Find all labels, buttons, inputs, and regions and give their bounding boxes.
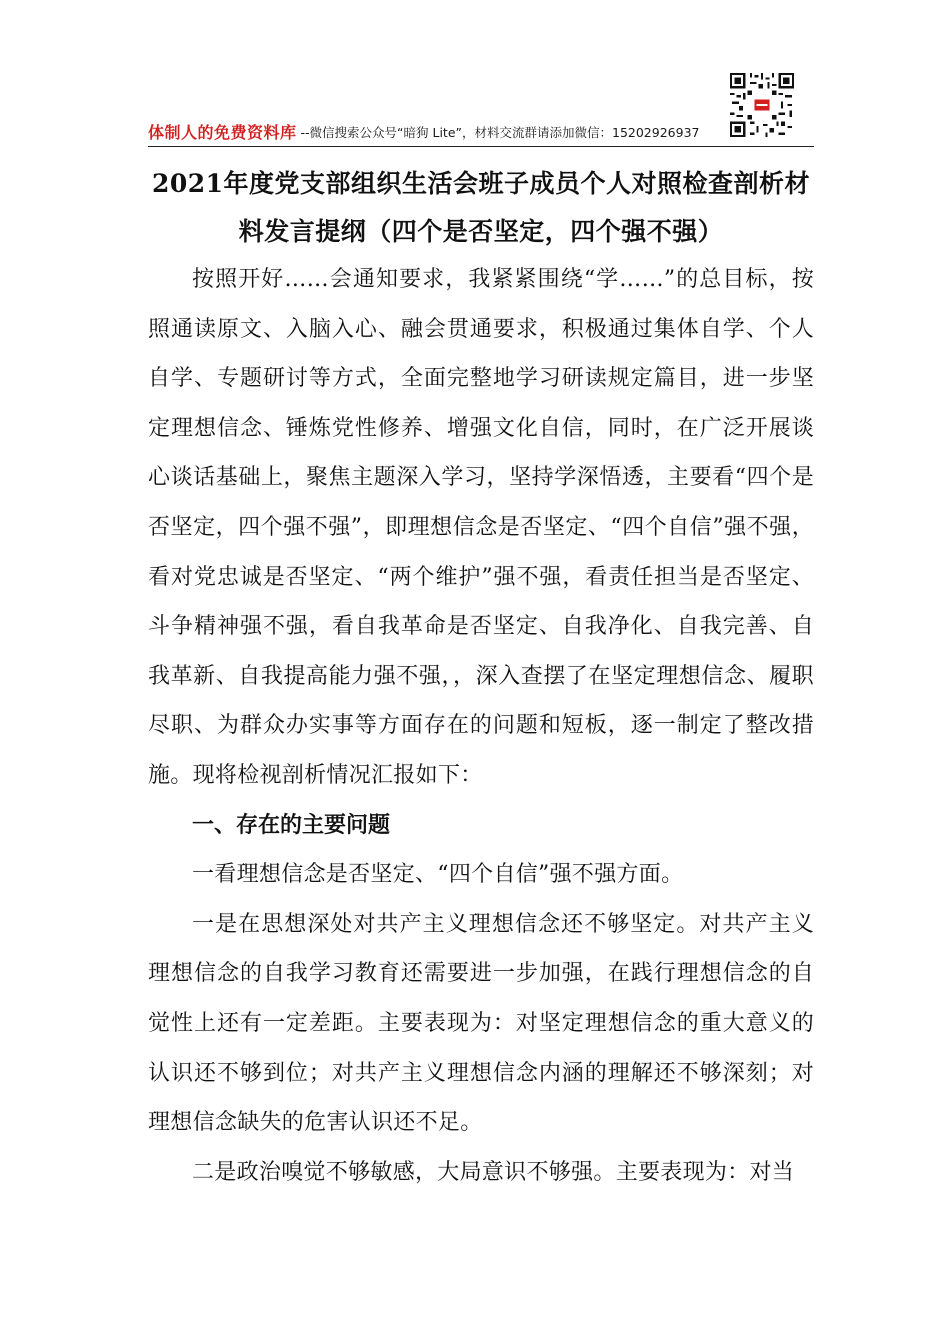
point-paragraph-1: 一是在思想深处对共产主义理想信念还不够坚定。对共产主义理想信念的自我学习教育还需要进一步加强，在践行理想信念的自觉性上还有一定差距。主要表现为：对坚定理想信念的重大意义的认识还不够到位；对共产主义理想信念内涵的理解还不够深刻；对理想信念缺失的危害认识还不足。 (148, 911, 814, 1136)
header-note: --微信搜索公众号“暗狗 Lite”，材料交流群请添加微信：15202926937 (300, 124, 700, 140)
section-heading: 一、存在的主要问题 (192, 812, 391, 838)
page-header (148, 120, 814, 148)
subsection-paragraph: 一看理想信念是否坚定、“四个自信”强不强方面。 (192, 862, 684, 888)
document-body (148, 255, 814, 1197)
point-paragraph-2: 二是政治嗅觉不够敏感，大局意识不够强。主要表现为：对当 (192, 1159, 795, 1185)
header-divider (148, 146, 814, 147)
header-brand: 体制人的免费资料库 (148, 123, 297, 142)
qr-code-icon (730, 73, 794, 137)
intro-paragraph: 按照开好……会通知要求，我紧紧围绕“学……”的总目标，按照通读原文、入脑入心、融会贯通要求，积极通过集体自学、个人自学、专题研讨等方式，全面完整地学习研读规定篇目，进一步坚定理想信念、锤炼党性修养、增强文化自信，同时，在广泛开展谈心谈话基础上，聚焦主题深入学习，坚持学深悟透，主要看“四个是否坚定，四个强不强”，即理想信念是否坚定、“四个自信”强不强，看对党忠诚是否坚定、“两个维护”强不强，看责任担当是否坚定、斗争精神强不强，看自我革命是否坚定、自我净化、自我完善、自我革新、自我提高能力强不强，，深入查摆了在坚定理想信念、履职尽职、为群众办实事等方面存在的问题和短板，逐一制定了整改措施。现将检视剖析情况汇报如下： (148, 267, 814, 788)
document-title: 2021年度党支部组织生活会班子成员个人对照检查剖析材料发言提纲（四个是否坚定，四个强不强） (151, 169, 811, 246)
